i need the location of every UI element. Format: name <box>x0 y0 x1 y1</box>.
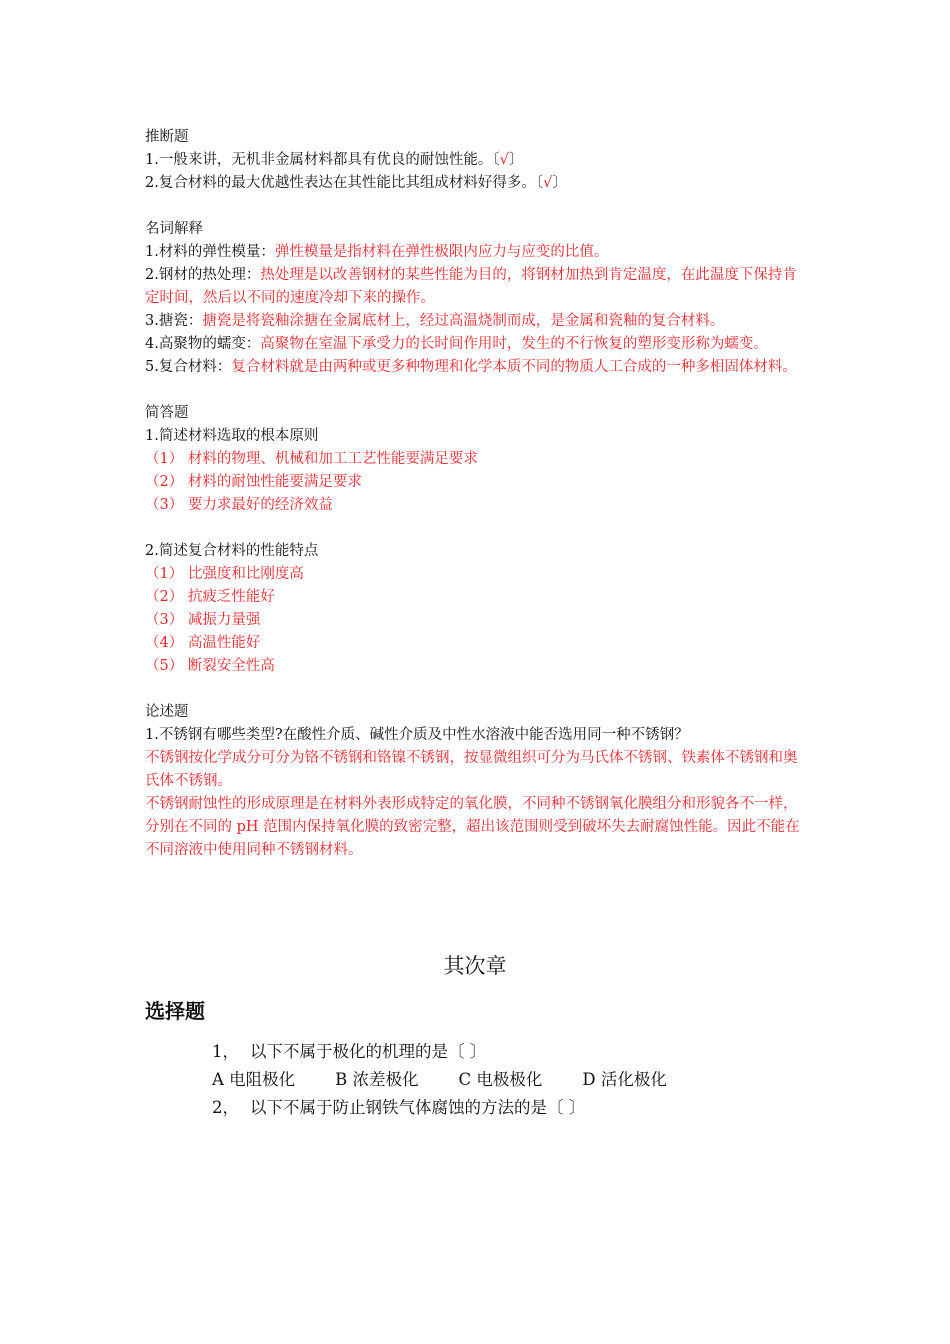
section-essay-heading: 论述题 <box>145 704 189 720</box>
term-item: 3.搪瓷：搪瓷是将瓷釉涂搪在金属底材上，经过高温烧制而成，是金属和瓷釉的复合材料。 <box>145 313 725 329</box>
option-d: D 活化极化 <box>582 1070 667 1089</box>
choice-questions <box>212 1038 812 1122</box>
question-title: 2.简述复合材料的性能特点 <box>145 543 319 559</box>
term-item: 5.复合材料：复合材料就是由两种或更多种物理和化学本质不同的物质人工合成的一种多相固体材料。 <box>145 359 797 375</box>
option-b: B 浓差极化 <box>335 1070 419 1089</box>
chapter-title: 其次章 <box>443 954 507 978</box>
judgement-item: 2.复合材料的最大优越性表达在其性能比其组成材料好得多。〔√〕 <box>145 175 567 191</box>
answer-line: （2） 材料的耐蚀性能要满足要求 <box>145 474 362 490</box>
answer-paragraph: 不锈钢耐蚀性的形成原理是在材料外表形成特定的氧化膜，不同种不锈钢氧化膜组分和形貌各不一样，分别在不同的 pH 范围内保持氧化膜的致密完整，超出该范围则受到破坏失去耐腐蚀性能。因此不能在不同溶液中使用同种不锈钢材料。 <box>145 796 800 858</box>
answer-line: （5） 断裂安全性高 <box>145 658 275 674</box>
judgement-item: 1.一般来讲，无机非金属材料都具有优良的耐蚀性能。〔√〕 <box>145 152 524 168</box>
main-content <box>145 126 810 862</box>
answer-line: （3） 减振力量强 <box>145 612 261 628</box>
choice-question: 2， 以下不属于防止钢铁气体腐蚀的方法的是〔 〕 <box>212 1098 586 1117</box>
term-item: 1.材料的弹性模量：弹性模量是指材料在弹性极限内应力与应变的比值。 <box>145 244 609 260</box>
term-item: 2.钢材的热处理：热处理是以改善钢材的某些性能为目的，将钢材加热到肯定温度，在此温度下保持肯定时间，然后以不同的速度冷却下来的操作。 <box>145 267 797 306</box>
section-choice-heading: 选择题 <box>145 999 205 1023</box>
choice-options <box>212 1066 812 1094</box>
option-c: C 电极极化 <box>458 1070 543 1089</box>
option-a: A 电阻极化 <box>212 1070 296 1089</box>
question-title: 1.不锈钢有哪些类型?在酸性介质、碱性介质及中性水溶液中能否选用同一种不锈钢？ <box>145 727 689 743</box>
answer-mark: √ <box>543 175 553 191</box>
answer-line: （1） 材料的物理、机械和加工工艺性能要满足要求 <box>145 451 478 467</box>
answer-line: （1） 比强度和比刚度高 <box>145 566 304 582</box>
section-short-answer-heading: 简答题 <box>145 405 189 421</box>
section-terms-heading: 名词解释 <box>145 221 203 237</box>
answer-mark: √ <box>499 152 509 168</box>
section-judgement-heading: 推断题 <box>145 129 189 145</box>
answer-paragraph: 不锈钢按化学成分可分为铬不锈钢和铬镍不锈钢，按显微组织可分为马氏体不锈钢、铁素体不锈钢和奥氏体不锈钢。 <box>145 750 798 789</box>
choice-question: 1， 以下不属于极化的机理的是〔 〕 <box>212 1042 487 1061</box>
answer-line: （4） 高温性能好 <box>145 635 261 651</box>
question-title: 1.简述材料选取的根本原则 <box>145 428 319 444</box>
term-item: 4.高聚物的蠕变：高聚物在室温下承受力的长时间作用时，发生的不行恢复的塑形变形称为蠕变。 <box>145 336 768 352</box>
answer-line: （2） 抗疲乏性能好 <box>145 589 275 605</box>
answer-line: （3） 要力求最好的经济效益 <box>145 497 333 513</box>
